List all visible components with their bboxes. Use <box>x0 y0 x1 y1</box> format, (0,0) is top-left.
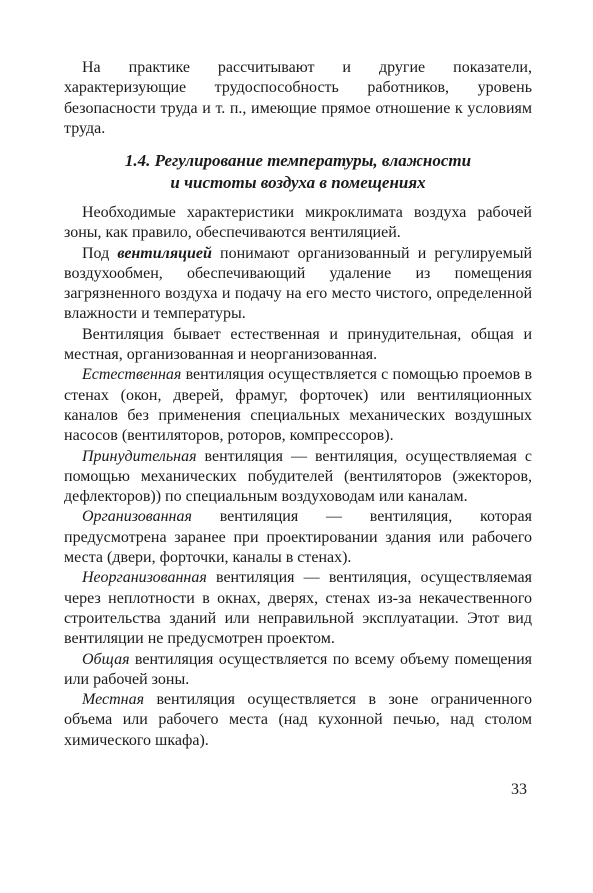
paragraph-organized <box>64 507 532 568</box>
term-natural: Естественная <box>82 366 182 384</box>
body-text <box>64 203 532 751</box>
paragraph-natural <box>64 365 532 446</box>
paragraph-prefix: Под <box>82 244 118 262</box>
paragraph-unorganized <box>64 568 532 649</box>
section-heading-line1: 1.4. Регулирование температуры, влажности <box>124 151 472 170</box>
paragraph-text: вентиляция осуществляется с помощью проемов в стенах (окон, дверей, фрамуг, форточек) или вентиляционных каналов без применения специальных механических воздушных насосов (вентиляторов, роторов, компрессоров). <box>64 366 532 445</box>
paragraph-general <box>64 650 532 691</box>
paragraph-ventilation-definition <box>64 244 532 325</box>
term-unorganized: Неорганизованная <box>82 569 207 587</box>
term-organized: Организованная <box>82 508 192 526</box>
paragraph-local <box>64 690 532 751</box>
paragraph-text: вентиляция — вентиляция, осуществляемая с помощью механических побудителей (вентиляторов (эжекторов, дефлекторов)) по специальным воздуховодам или каналам. <box>64 447 532 506</box>
section-heading <box>64 150 532 194</box>
term-forced: Принудительная <box>82 447 197 465</box>
paragraph-microclimate: Необходимые характеристики микроклимата воздуха рабочей зоны, как правило, обеспечиваются вентиляцией. <box>64 204 532 242</box>
paragraph-text: вентиляция — вентиляция, осуществляемая через неплотности в окнах, дверях, стенах из-за некачественного строительства зданий или неправильной эксплуатации. Этот вид вентиляции не предусмотрен проектом. <box>64 569 532 648</box>
intro-block <box>64 58 532 139</box>
term-local: Местная <box>82 691 145 709</box>
paragraph-text: вентиляция — вентиляция, которая предусмотрена заранее при проектировании здания или рабочего места (двери, форточки, каналы в стенах). <box>64 508 532 567</box>
term-ventilation: вентиляцией <box>117 244 212 262</box>
paragraph-text: вентиляция осуществляется по всему объему помещения или рабочей зоны. <box>64 650 532 688</box>
page-number: 33 <box>511 781 527 798</box>
paragraph-text: понимают организованный и регулируемый воздухообмен, обеспечивающий удаление из помещения загрязненного воздуха и подачу на его место чистого, определенной влажности и температуры. <box>64 244 533 323</box>
term-general: Общая <box>82 650 130 668</box>
paragraph-forced <box>64 447 532 508</box>
section-heading-line2: и чистоты воздуха в помещениях <box>170 173 426 192</box>
paragraph-text: вентиляция осуществляется в зоне ограниченного объема или рабочего места (над кухонной печью, над столом химического шкафа). <box>64 691 532 749</box>
paragraph-ventilation-types: Вентиляция бывает естественная и принудительная, общая и местная, организованная и неорганизованная. <box>64 325 532 364</box>
intro-paragraph: На практике рассчитывают и другие показатели, характеризующие трудоспособность работников, уровень безопасности труда и т. п., имеющие прямое отношение к условиям труда. <box>64 59 532 137</box>
